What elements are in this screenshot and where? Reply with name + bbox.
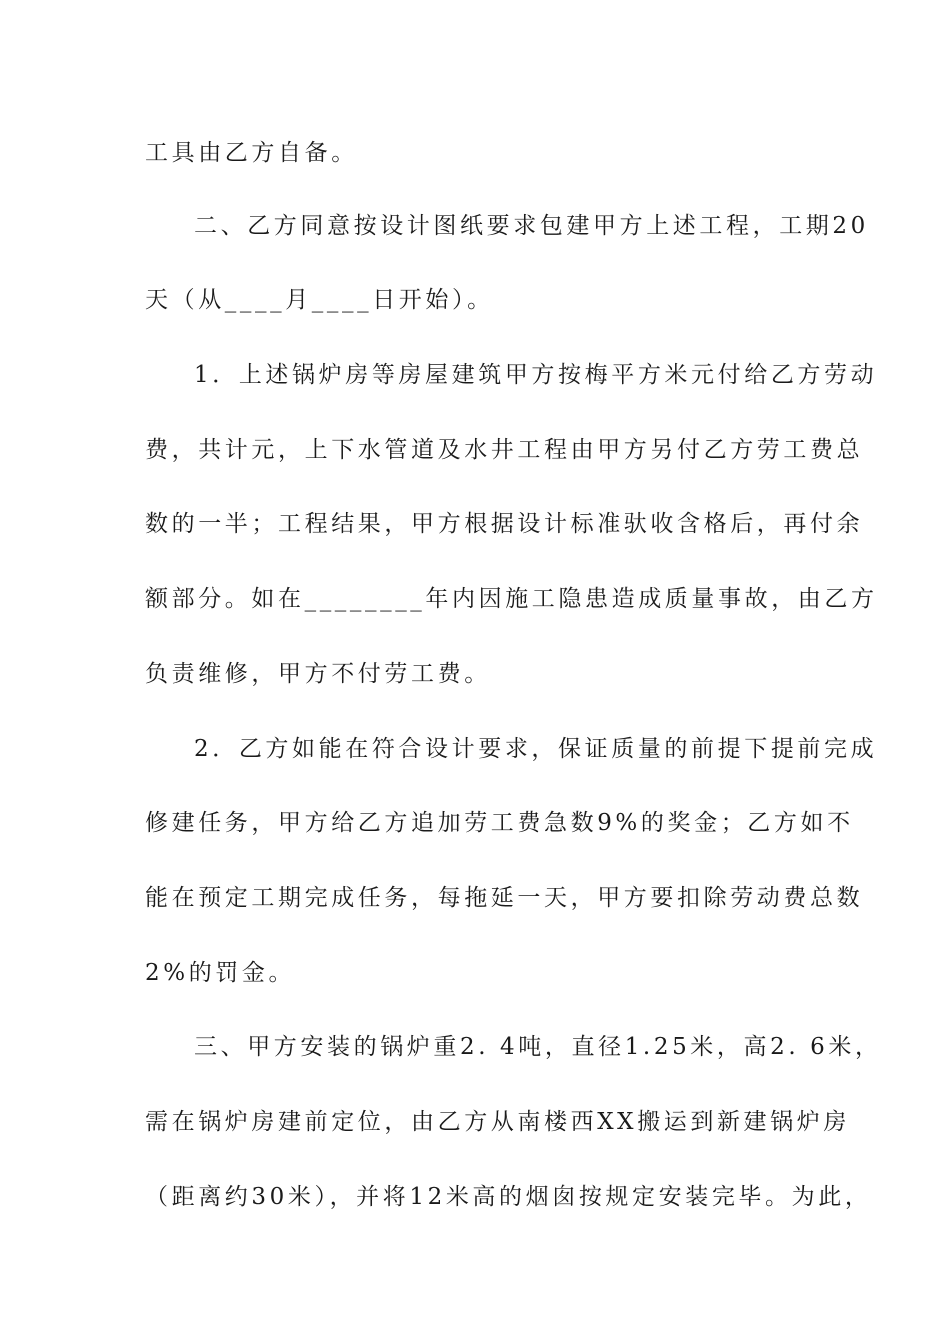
- body-text-line: 数的一半；工程结果，甲方根据设计标准驮收含格后，再付余: [145, 511, 864, 537]
- body-text-line: 2%的罚金。: [145, 960, 296, 986]
- body-text-line: 负责维修，甲方不付劳工费。: [145, 661, 491, 687]
- body-text-line: （距离约30米），并将12米高的烟囱按规定安装完毕。为此，: [145, 1184, 872, 1210]
- body-text-line: 费，共计元，上下水管道及水井工程由甲方另付乙方劳工费总: [145, 437, 864, 463]
- paragraph-clause-two-start: 二、乙方同意按设计图纸要求包建甲方上述工程，工期20: [194, 213, 869, 239]
- body-text-line: 修建任务，甲方给乙方追加劳工费急数9%的奖金；乙方如不: [145, 810, 854, 836]
- body-text-line: 需在锅炉房建前定位，由乙方从南楼西XX搬运到新建锅炉房: [145, 1109, 850, 1135]
- body-text-line: 额部分。如在________年内因施工隐患造成质量事故，由乙方: [145, 586, 878, 612]
- body-text-line: 能在预定工期完成任务，每拖延一天，甲方要扣除劳动费总数: [145, 885, 864, 911]
- paragraph-item-two-start: 2．乙方如能在符合设计要求，保证质量的前提下提前完成: [194, 736, 878, 762]
- body-text-line: 工具由乙方自备。: [145, 140, 358, 166]
- body-text-line: 天（从____月____日开始）。: [145, 287, 494, 313]
- paragraph-item-one-start: 1．上述锅炉房等房屋建筑甲方按梅平方米元付给乙方劳动: [194, 362, 878, 388]
- paragraph-clause-three-start: 三、甲方安装的锅炉重2. 4吨，直径1.25米，高2. 6米，: [194, 1034, 882, 1060]
